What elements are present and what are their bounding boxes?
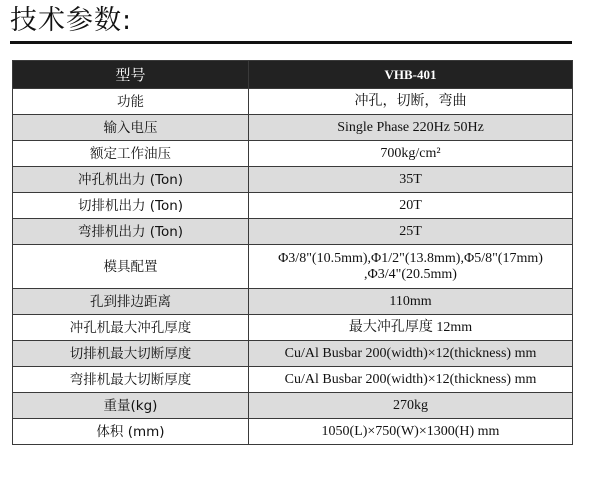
row-value-max-punch-thickness: 最大冲孔厚度 12mm — [249, 315, 573, 341]
row-label-cut-force: 切排机出力 (Ton) — [13, 193, 249, 219]
table-header-row — [13, 61, 573, 89]
row-label-max-bend-thickness: 弯排机最大切断厚度 — [13, 367, 249, 393]
table-row — [13, 289, 573, 315]
row-value-cut-force: 20T — [249, 193, 573, 219]
row-value-rated-oil-pressure: 700kg/cm² — [249, 141, 573, 167]
row-value-punch-force: 35T — [249, 167, 573, 193]
row-label-die-config: 模具配置 — [13, 245, 249, 289]
row-value-dimensions: 1050(L)×750(W)×1300(H) mm — [249, 419, 573, 445]
spec-table-body — [13, 61, 573, 445]
table-row — [13, 393, 573, 419]
row-value-die-config: Φ3/8"(10.5mm),Φ1/2"(13.8mm),Φ5/8"(17mm) ,Φ3/4"(20.5mm) — [249, 245, 573, 289]
table-row — [13, 367, 573, 393]
row-label-dimensions: 体积 (mm) — [13, 419, 249, 445]
model-value: VHB-401 — [249, 61, 573, 89]
row-label-bend-force: 弯排机出力 (Ton) — [13, 219, 249, 245]
table-row — [13, 167, 573, 193]
row-value-max-bend-thickness: Cu/Al Busbar 200(width)×12(thickness) mm — [249, 367, 573, 393]
row-label-function: 功能 — [13, 89, 249, 115]
title-underline — [10, 41, 572, 44]
row-value-hole-to-edge: 110mm — [249, 289, 573, 315]
row-label-max-punch-thickness: 冲孔机最大冲孔厚度 — [13, 315, 249, 341]
row-value-weight: 270kg — [249, 393, 573, 419]
row-value-bend-force: 25T — [249, 219, 573, 245]
model-label: 型号 — [13, 61, 249, 89]
row-label-input-voltage: 输入电压 — [13, 115, 249, 141]
page-title: 技术参数: — [10, 5, 133, 36]
row-value-max-cut-thickness: Cu/Al Busbar 200(width)×12(thickness) mm — [249, 341, 573, 367]
row-label-weight: 重量(kg) — [13, 393, 249, 419]
row-label-max-cut-thickness: 切排机最大切断厚度 — [13, 341, 249, 367]
row-value-function: 冲孔，切断，弯曲 — [249, 89, 573, 115]
row-label-hole-to-edge: 孔到排边距离 — [13, 289, 249, 315]
row-value-input-voltage: Single Phase 220Hz 50Hz — [249, 115, 573, 141]
table-row — [13, 419, 573, 445]
table-row — [13, 341, 573, 367]
table-row — [13, 141, 573, 167]
row-label-punch-force: 冲孔机出力 (Ton) — [13, 167, 249, 193]
table-row — [13, 193, 573, 219]
table-row — [13, 245, 573, 289]
table-row — [13, 115, 573, 141]
table-row — [13, 315, 573, 341]
table-row — [13, 89, 573, 115]
spec-table — [12, 60, 573, 445]
table-row — [13, 219, 573, 245]
row-label-rated-oil-pressure: 额定工作油压 — [13, 141, 249, 167]
